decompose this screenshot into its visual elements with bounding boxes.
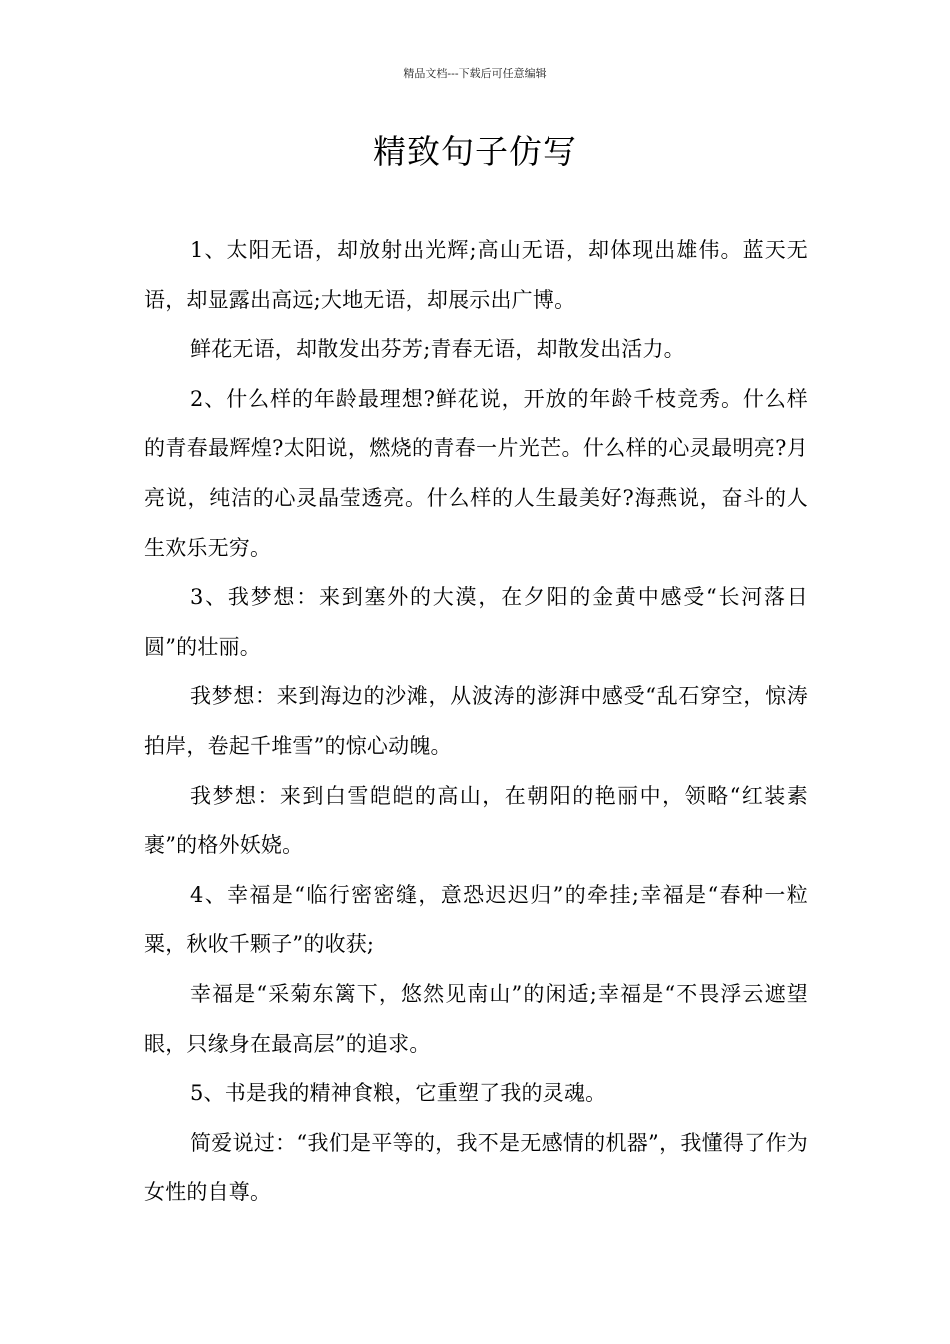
header-note: 精品文档---下载后可任意编辑 [403,67,547,80]
document-title: 精致句子仿写 [373,132,577,171]
paragraph-7: 4、幸福是“临行密密缝，意恐迟迟归”的牵挂;幸福是“春种一粒粟，秋收千颗子”的收获; [144,882,808,957]
paragraph-1: 1、太阳无语，却放射出光辉;高山无语，却体现出雄伟。蓝天无语，却显露出高远;大地无语，却展示出广博。 [144,238,808,312]
paragraph-8: 幸福是“采菊东篱下，悠然见南山”的闲适;幸福是“不畏浮云遮望眼，只缘身在最高层”的追求。 [144,981,808,1056]
paragraph-6: 我梦想：来到白雪皑皑的高山，在朝阳的艳丽中，领略“红装素裹”的格外妖娆。 [144,783,808,858]
document-body [144,226,808,1218]
paragraph-4: 3、我梦想：来到塞外的大漠，在夕阳的金黄中感受“长河落日圆”的壮丽。 [144,585,808,659]
paragraph-5: 我梦想：来到海边的沙滩，从波涛的澎湃中感受“乱石穿空，惊涛拍岸，卷起千堆雪”的惊心动魄。 [144,684,808,758]
paragraph-2: 鲜花无语，却散发出芬芳;青春无语，却散发出活力。 [190,337,685,362]
paragraph-9: 5、书是我的精神食粮，它重塑了我的灵魂。 [190,1081,607,1106]
paragraph-3: 2、什么样的年龄最理想?鲜花说，开放的年龄千枝竞秀。什么样的青春最辉煌?太阳说，燃烧的青春一片光芒。什么样的心灵最明亮?月亮说，纯洁的心灵晶莹透亮。什么样的人生最美好?海燕说，奋斗的人生欢乐无穷。 [144,386,808,560]
paragraph-10: 简爱说过：“我们是平等的，我不是无感情的机器”，我懂得了作为女性的自尊。 [144,1130,808,1205]
